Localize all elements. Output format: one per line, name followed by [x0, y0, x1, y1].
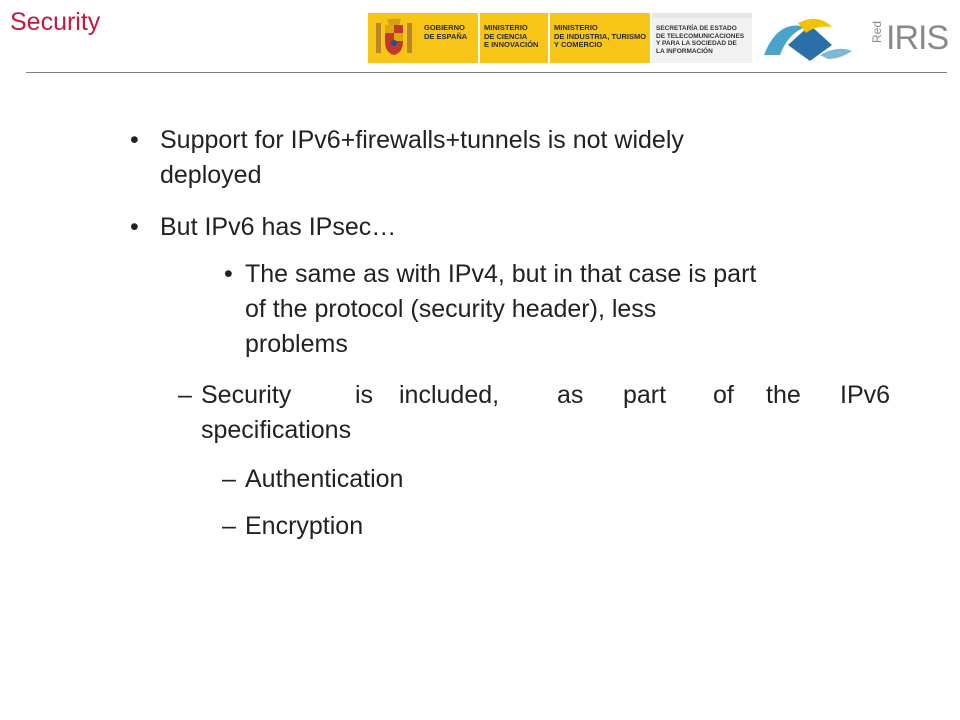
dash-1-line-2: specifications	[201, 416, 352, 444]
dash-1-word: of	[713, 381, 734, 409]
secretaria-text: SECRETARÍA DE ESTADO DE TELECOMUNICACIONES Y PARA LA SOCIEDAD DE LA INFORMACIÓN	[656, 25, 745, 55]
dash-1-word: included,	[399, 381, 500, 409]
dash-1-word: part	[623, 381, 667, 409]
bullet-marker: •	[130, 126, 139, 154]
dash-marker: –	[222, 465, 236, 493]
rediris-iris-text: IRIS	[886, 19, 949, 57]
bullet-2-text: But IPv6 has IPsec…	[160, 213, 397, 241]
gobierno-text: GOBIERNO DE ESPAÑA	[424, 23, 468, 41]
dash-1-word: is	[355, 381, 374, 409]
bullet-1-line-1: Support for IPv6+firewalls+tunnels is not widely	[160, 126, 684, 154]
secretaria-estado-logo	[652, 13, 752, 63]
ministerio-industria-logo: MINISTERIO DE INDUSTRIA, TURISMO Y COMERCIO	[550, 13, 650, 63]
dash-marker: –	[222, 512, 236, 540]
sub-bullet-line-2: of the protocol (security header), less	[245, 295, 657, 323]
header-divider	[26, 72, 947, 73]
sub-bullet-line-3: problems	[245, 330, 348, 358]
dash-2-text: Authentication	[245, 465, 404, 493]
rediris-symbol-icon	[758, 15, 858, 63]
dash-1-word: as	[557, 381, 584, 409]
dash-1-word: IPv6	[840, 381, 891, 409]
sub-bullet-line-1: The same as with IPv4, but in that case is part	[245, 260, 757, 288]
ministerio-ciencia-logo: MINISTERIO DE CIENCIA E INNOVACIÓN	[480, 13, 548, 63]
dash-3-text: Encryption	[245, 512, 364, 540]
gobierno-espana-logo	[368, 13, 478, 63]
bullet-1-line-2: deployed	[160, 161, 262, 189]
dash-1-word: Security	[201, 381, 292, 409]
spain-coat-of-arms-icon	[372, 17, 416, 59]
dash-1-word: the	[766, 381, 801, 409]
rediris-red-text: Red	[870, 20, 884, 43]
slide-title: Security	[10, 8, 101, 36]
header-logos	[368, 13, 948, 65]
bullet-marker: •	[130, 213, 139, 241]
dash-marker: –	[178, 381, 192, 409]
secretaria-topbar	[652, 13, 752, 18]
sub-bullet-marker: •	[224, 260, 233, 288]
